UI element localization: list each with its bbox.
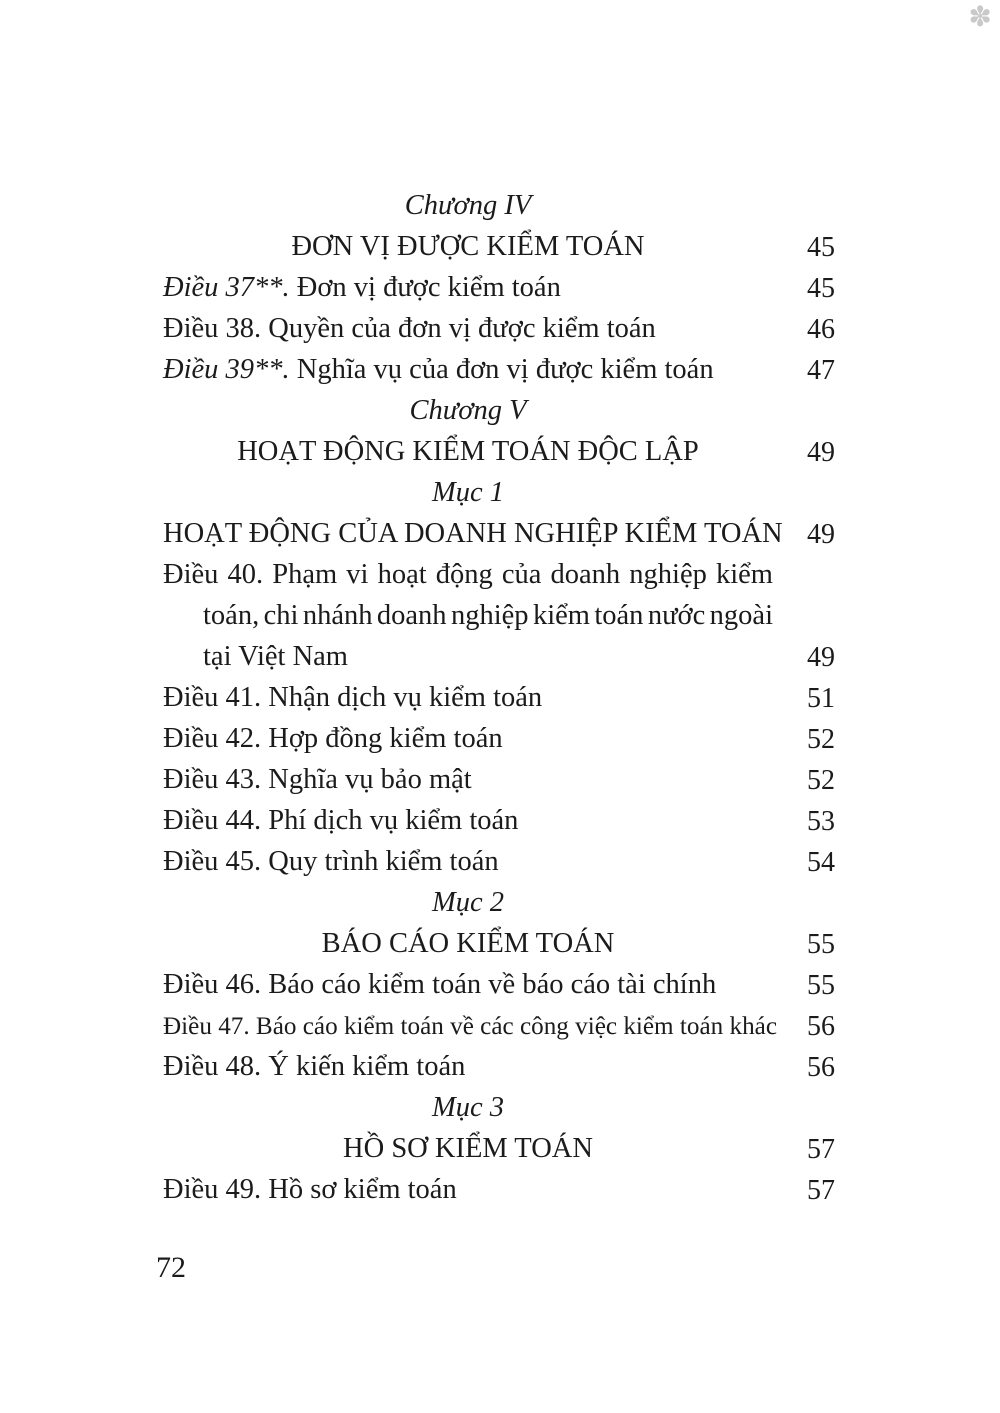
footer-page-number: 72 — [156, 1251, 186, 1284]
toc-word: kiểm — [532, 600, 590, 632]
toc-entry-title: Nghĩa vụ bảo mật — [261, 764, 472, 796]
toc-entry-text — [163, 971, 785, 1000]
toc-word: nước — [647, 600, 706, 632]
toc-entry — [163, 842, 835, 883]
toc-entry-lead: Điều 43. — [163, 764, 262, 796]
toc-entry-text — [163, 315, 785, 344]
toc-entry-text — [163, 684, 785, 713]
toc-entry-text: BÁO CÁO KIỂM TOÁN — [321, 928, 615, 960]
toc-entry-title: Quy trình kiểm toán — [261, 846, 499, 878]
toc-entry-lead: Điều 44. — [163, 805, 262, 837]
toc-heading — [163, 514, 835, 555]
toc-entry-title: Hợp đồng kiểm toán — [261, 723, 503, 755]
toc-entry-text: HỒ SƠ KIỂM TOÁN — [343, 1133, 593, 1165]
toc-word: hoạt — [377, 559, 427, 591]
flower-icon: ✽ — [968, 0, 992, 33]
toc-entry-title: Nghĩa vụ của đơn vị được kiểm toán — [289, 354, 714, 386]
toc-page-number: 47 — [807, 354, 835, 386]
toc-page-number: 52 — [807, 723, 835, 755]
toc-word: nghiệp — [450, 600, 529, 632]
toc-entry — [163, 555, 835, 596]
toc-page-number: 45 — [807, 231, 835, 263]
toc-heading — [163, 432, 835, 473]
toc-word: 40. — [227, 559, 264, 591]
toc-page-number: 49 — [807, 641, 835, 673]
toc-entry-text — [163, 725, 785, 754]
toc-page-number: 54 — [807, 846, 835, 878]
toc-heading — [163, 924, 835, 965]
toc-word: của — [501, 559, 542, 591]
toc-word: vi — [346, 559, 369, 591]
toc-entry-title: Quyền của đơn vị được kiểm toán — [261, 313, 656, 345]
toc-entry-text: Mục 3 — [431, 1092, 504, 1124]
toc-entry-lead: Điều 48. — [163, 1051, 262, 1083]
toc-section-label — [163, 186, 835, 227]
toc-entry — [163, 965, 835, 1006]
toc-section-label — [163, 883, 835, 924]
toc-page-number: 49 — [807, 518, 835, 550]
toc-entry — [163, 1047, 835, 1088]
toc-entry-lead: Điều 47. — [163, 1012, 250, 1040]
toc-entry-text — [163, 848, 785, 877]
toc-entry-text: Mục 1 — [431, 477, 504, 509]
toc-page-number: 53 — [807, 805, 835, 837]
toc-word: doanh — [376, 600, 447, 632]
toc-entry — [163, 1170, 835, 1211]
toc-word: nhánh — [302, 600, 373, 632]
toc-word: chi — [263, 600, 299, 632]
toc-entry — [163, 309, 835, 350]
toc-entry — [163, 268, 835, 309]
toc-heading — [163, 227, 835, 268]
toc-section-label — [163, 1088, 835, 1129]
toc-entry-text — [163, 1176, 785, 1205]
toc-entry-text — [163, 274, 785, 303]
toc-word: Điều — [163, 559, 219, 591]
toc-entry — [163, 801, 835, 842]
toc-entry-title: Báo cáo kiểm toán về báo cáo tài chính — [261, 969, 717, 1001]
toc-entry-continuation — [163, 637, 835, 678]
toc-entry-text: Chương V — [409, 395, 527, 427]
toc-page-number: 52 — [807, 764, 835, 796]
toc-entry-text — [163, 1053, 785, 1082]
toc-entry-title: Nhận dịch vụ kiểm toán — [261, 682, 543, 714]
toc-entry-text — [163, 1014, 785, 1039]
toc-entry — [163, 678, 835, 719]
toc-entry-text: Mục 2 — [431, 887, 504, 919]
toc-word: toán — [594, 600, 644, 632]
toc-heading — [163, 1129, 835, 1170]
toc-entry — [163, 350, 835, 391]
toc-entry-text: Chương IV — [404, 190, 532, 222]
toc-entry-lead: Điều 41. — [163, 682, 262, 714]
toc-entry-title: Báo cáo kiểm toán về các công việc kiểm toán khác — [249, 1012, 778, 1040]
toc-page-number: 56 — [807, 1010, 835, 1042]
toc-word: nghiệp — [629, 559, 707, 591]
toc-word: toán, — [203, 600, 260, 632]
toc-page-number: 46 — [807, 313, 835, 345]
toc-word: Phạm — [272, 559, 338, 591]
toc-page-number: 57 — [807, 1133, 835, 1165]
toc-page-number: 55 — [807, 928, 835, 960]
toc-entry-text — [163, 356, 785, 385]
toc-page-number: 49 — [807, 436, 835, 468]
toc-entry-continuation — [163, 596, 835, 637]
toc-entry-lead: Điều 45. — [163, 846, 262, 878]
toc-entry-text — [163, 766, 785, 795]
toc-entry-title: Phí dịch vụ kiểm toán — [261, 805, 519, 837]
toc-entry-text — [163, 561, 785, 590]
toc-entry-text — [163, 807, 785, 836]
toc-word: động — [435, 559, 493, 591]
toc-entry-lead: Điều 38. — [163, 313, 262, 345]
toc-entry-text: HOẠT ĐỘNG KIỂM TOÁN ĐỘC LẬP — [237, 436, 699, 468]
toc-entry-lead: Điều 49. — [163, 1174, 262, 1206]
toc — [163, 186, 835, 1211]
toc-entry-lead: Điều 37**. — [163, 272, 290, 304]
toc-section-label — [163, 391, 835, 432]
toc-entry — [163, 719, 835, 760]
toc-word: ngoài — [709, 600, 773, 632]
toc-word: doanh — [550, 559, 621, 591]
toc-entry-title: Đơn vị được kiểm toán — [289, 272, 561, 304]
toc-page-number: 57 — [807, 1174, 835, 1206]
toc-entry-lead: Điều 46. — [163, 969, 262, 1001]
toc-entry-text — [163, 602, 785, 631]
toc-page-number: 45 — [807, 272, 835, 304]
toc-entry-lead: Điều 42. — [163, 723, 262, 755]
toc-entry-title: Ý kiến kiểm toán — [261, 1051, 466, 1083]
toc-word: kiểm — [715, 559, 773, 591]
toc-entry — [163, 1006, 835, 1047]
toc-section-label — [163, 473, 835, 514]
toc-page-number: 55 — [807, 969, 835, 1001]
toc-entry-text: HOẠT ĐỘNG CỦA DOANH NGHIỆP KIỂM TOÁN — [163, 518, 783, 550]
toc-entry-text: tại Việt Nam — [203, 641, 348, 673]
toc-entry-text: ĐƠN VỊ ĐƯỢC KIỂM TOÁN — [291, 231, 645, 263]
toc-entry — [163, 760, 835, 801]
toc-page-number: 51 — [807, 682, 835, 714]
toc-entry-title: Hồ sơ kiểm toán — [261, 1174, 457, 1206]
toc-page-number: 56 — [807, 1051, 835, 1083]
toc-entry-lead: Điều 39**. — [163, 354, 290, 386]
